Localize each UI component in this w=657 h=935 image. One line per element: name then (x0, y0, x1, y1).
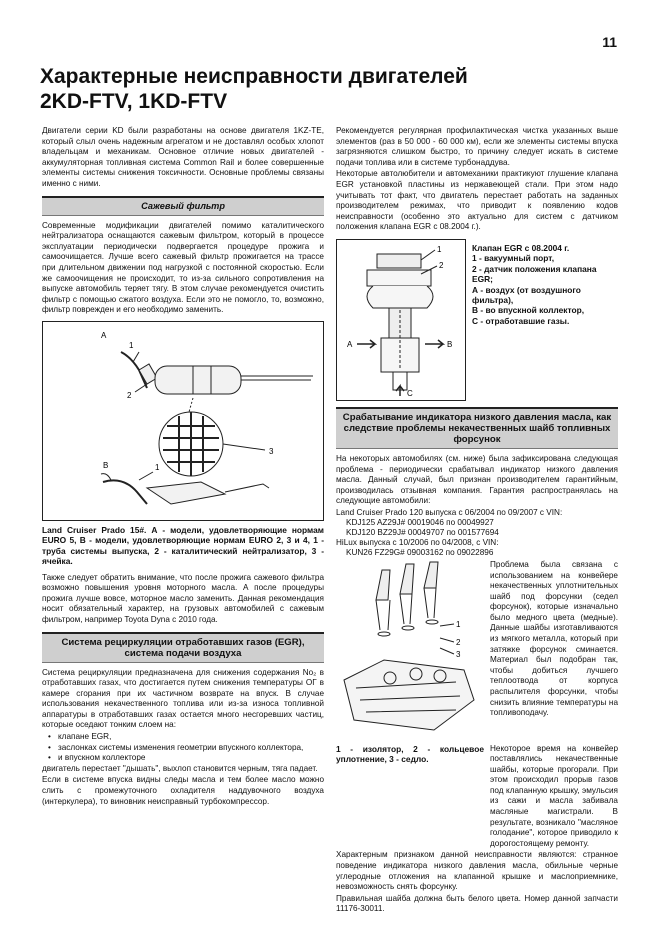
fig1-label-a: A (101, 330, 107, 340)
vehicle-list (336, 508, 618, 558)
egr-after-1: двигатель перестает "дышать", выхлоп становится черным, тяга падает. (42, 763, 318, 773)
title-line-1: Характерные неисправности двигателей (40, 65, 468, 88)
exhaust-diagram (43, 322, 323, 520)
egr-valve-block (336, 239, 618, 401)
list-item: • и впускном коллекторе (58, 753, 324, 764)
injector-caption: 1 - изолятор, 2 - кольцевое уплотнение, 3 - седло. (336, 743, 484, 764)
egr-label-b: B (447, 339, 453, 349)
oil-pressure-paragraph: На некоторых автомобилях (см. ниже) была зафиксирована следующая проблема - периодически срабатывал индикатор низкого давления масла. Данный случай, был признан производителем гарантийным, производилась отзывная компания. Гарантия распространялась на следующие автомобили: (336, 453, 618, 506)
egr-caption-item: В - во впускной коллектор, (472, 305, 585, 316)
fig1-label-1-bottom: 1 (155, 462, 160, 472)
section-title-egr: Система рециркуляции отработавших газов (EGR), система подачи воздуха (42, 632, 324, 663)
section-title-soot-filter: Сажевый фильтр (42, 196, 324, 216)
egr-caption-item: С - отработавшие газы. (472, 315, 570, 326)
intro-paragraph: Двигатели серии KD были разработаны на основе двигателя 1KZ-TE, который слыл очень надежным агрегатом и не доставлял особых хлопот владельцам и механикам. Основное отличие новых двигателей - аккумуляторная топливная система Common Rail и более совершенные элементы системы снижения токсичности. Основные проблемы связаны именно с ними. (42, 126, 324, 188)
egr-caption-title: Клапан EGR с 08.2004 г. (472, 242, 570, 253)
injector-block (336, 560, 618, 744)
egr-label-a: A (347, 339, 353, 349)
egr-caption (466, 239, 618, 401)
egr-caption-item: А - воздух (от воздушного фильтра), (472, 284, 581, 305)
burnout-paragraph: Некоторое время на конвейер поставлялись некачественные шайбы, которые прогорали. При этом происходил прорыв газов под клапанную крышку, эмульсия из сажи и масла забивала масляные магистрали. В результате, возникало "масляное голодание", которое приводило к дорогостоящему ремонту. (490, 743, 618, 848)
title-line-2: 2KD-FTV, 1KD-FTV (40, 90, 228, 113)
correct-washer-paragraph: Правильная шайба должна быть белого цвета. Номер данной запчасти 11176-30011. (336, 893, 618, 914)
injector-label-2: 2 (456, 637, 461, 647)
vehicle-line: HiLux выпуска с 10/2006 по 04/2008, с VIN: (336, 537, 499, 547)
soot-filter-paragraph: Современные модификации двигателей помимо каталитического нейтрализатора оснащаются сажевым фильтром, который в процессе эксплуатации периодически подвергается процедуре прожига и самоочищается. Лучше всего сажевый фильтр прожигается на трассе при длительном движении под нагрузкой с постоянной скоростью. Если же самоочищения не происходит, то из-за сильного сопротивления на выпуске автомобиль теряет тягу. В этом случае рекомендуется очистить фильтр с помощью сжатого воздуха. Если это не помогло, то, возможно, фильтр поврежден и его необходимо заменить. (42, 220, 324, 315)
fig1-label-3: 3 (269, 446, 274, 456)
egr-valve-figure (336, 239, 466, 401)
egr-paragraph: Система рециркуляции предназначена для снижения содержания No₂ в отработавших газах, что достигается путем снижения температуры ОГ в камере сгорания при их частичном возврате на впуск. В случае использования некачественного топлива или из-за износа топливной аппаратуры в отработавших газах остается много несгоревших частиц, которые оседают тонким слоем на: (42, 667, 324, 730)
section-title-oil-pressure: Срабатывание индикатора низкого давления масла, как следствие проблемы некачественных шайб топливных форсунок (336, 407, 618, 449)
right-column (336, 126, 618, 916)
injector-diagram (336, 560, 484, 740)
cleaning-paragraph: Рекомендуется регулярная профилактическая чистка указанных выше элементов (раз в 50 000 - 60 000 км), если же элементы системы впуска загрязняются слишком быстро, то причину следует искать в системе подачи топлива или в системе турбонаддува. (336, 126, 618, 167)
left-column (42, 126, 324, 808)
vehicle-line: Land Cruiser Prado 120 выпуска с 06/2004 по 09/2007 с VIN: (336, 507, 563, 517)
egr-label-2: 2 (439, 260, 444, 270)
deposit-list (42, 732, 324, 764)
egr-plate-paragraph: Некоторые автолюбители и автомеханики практикуют глушение клапана EGR установкой пластины из нержавеющей стали. При этом надо учитывать тот факт, что двигатель перестает работать на заданных производителем режимах, что приводит к появлению кодов неисправности (особенно это актуально для систем с датчиком положения клапана EGR с 08.2004 г.). (336, 169, 618, 232)
problem-paragraph: Проблема была связана с использованием на конвейере некачественных уплотнительных шайб под форсунки (седел форсунок), которые изначально было медного цвета (медные). Данные шайбы изготавливаются из мягкого металла, который при затяжке форсунок сминается. Материал был подобран так, чтобы добиться лучшего теплоотвода от корпуса распылителя форсунки, чтобы снизить влияние температуры на топливоподачу. (490, 559, 618, 718)
vehicle-line: KUN26 FZ29G# 09003162 по 09022896 (346, 547, 494, 557)
soot-filter-figure (42, 321, 324, 521)
egr-caption-item: 1 - вакуумный порт, (472, 253, 555, 264)
injector-figure-wrap (336, 560, 484, 744)
fig1-label-b: B (103, 460, 109, 470)
vehicle-line: KDJ120 BZ29J# 00049707 по 001577694 (346, 527, 499, 537)
injector-label-3: 3 (456, 649, 461, 659)
fig1-label-2: 2 (127, 390, 132, 400)
egr-valve-diagram (337, 240, 465, 400)
fig1-caption: Land Cruiser Prado 15#. А - модели, удовлетворяющие нормам EURO 5, В - модели, удовлетворяющие нормам EURO 2, 3 и 4, 1 - труба системы выпуска, 2 - каталитический нейтрализатор, 3 - ячейка. (42, 524, 324, 567)
page-number: 11 (602, 34, 617, 50)
list-item: • клапане EGR, (58, 732, 324, 743)
injector-caption-row (336, 744, 618, 851)
page-title (40, 64, 620, 114)
injector-label-1: 1 (456, 619, 461, 629)
vehicle-line: KDJ125 AZ29J# 00019046 по 00049927 (346, 517, 494, 527)
egr-caption-item: 2 - датчик положения клапана EGR; (472, 263, 597, 285)
symptoms-paragraph: Характерным признаком данной неисправности являются: странное поведение индикатора низкого давления масла, обильные черные углеродные отложения на клапанной крышке и маслоприемнике, невозможность снять форсунку. (336, 850, 618, 892)
list-item: • заслонках системы изменения геометрии впускного коллектора, (58, 743, 324, 754)
egr-label-c: C (407, 388, 413, 398)
fig1-label-1-top: 1 (129, 340, 134, 350)
egr-label-1: 1 (437, 244, 442, 254)
after-burn-paragraph: Также следует обратить внимание, что после прожига сажевого фильтра возможно повышения уровня моторного масла. А после процедуры прожига лучше вовсе, моторное масло заменить. Данная рекомендация носит обязательный характер, на грузовых автомобилей с сажевым фильтром, например Toyota Dyna с 2010 года. (42, 572, 324, 624)
egr-after-2: Если в системе впуска видны следы масла и тем более масло можно слить с промежуточного охладителя наддувочного воздуха (интеркулера), то виновник неисправный турбокомпрессор. (42, 775, 324, 806)
